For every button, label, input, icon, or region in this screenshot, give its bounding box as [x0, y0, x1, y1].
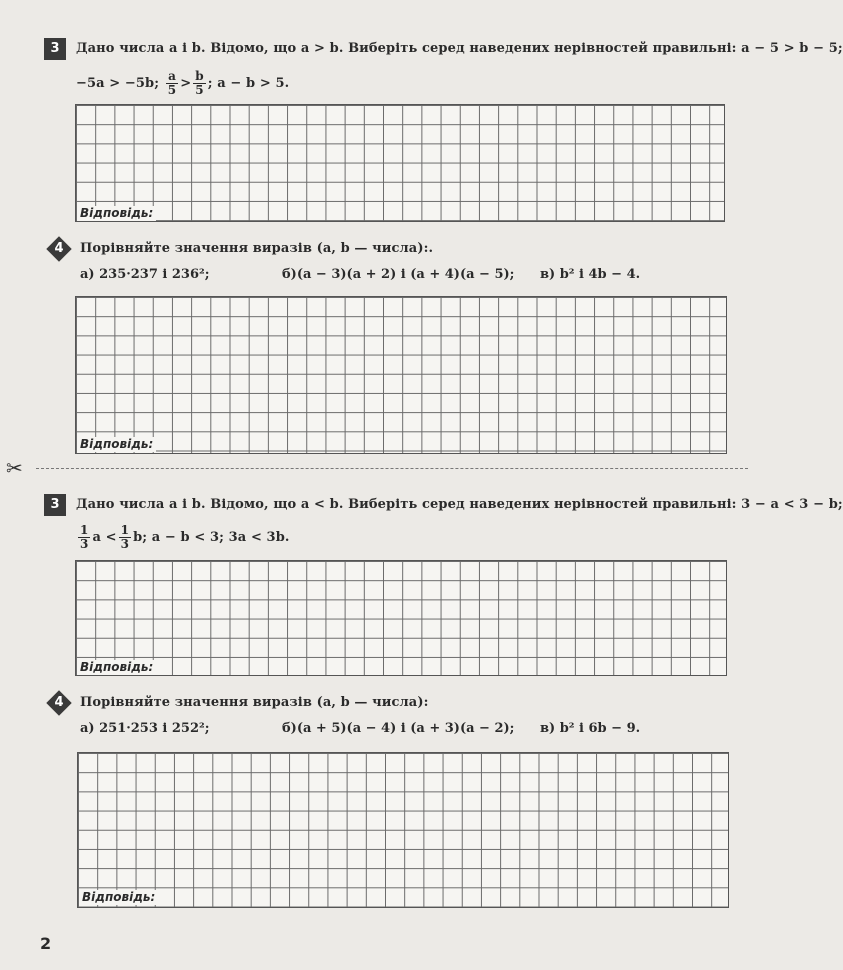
task-3-intro: Дано числа a і b. Відомо, що a < b. Виберіть серед наведених нерівностей правильні: 3 − a < 3 − b;	[76, 497, 843, 512]
cut-line	[36, 468, 748, 469]
answer-label: Відповідь:	[77, 437, 156, 452]
fraction-one-third	[78, 524, 90, 551]
answer-grid[interactable]	[75, 296, 727, 454]
task-3-options: $\frac{1}{3}$ a < $\frac{1}{3}$ b; a − b < 3; 3a < 3b.	[80, 523, 290, 551]
task-3-options: −5a > −5b; $\frac{a}{5}$ > $\frac{b}{5}$ ; a − b > 5.	[76, 69, 290, 97]
answer-grid[interactable]	[77, 752, 729, 908]
fraction-a-over-5	[166, 70, 178, 97]
task-4-part-b: б)(a − 3)(a + 2) і (a + 4)(a − 5);	[282, 267, 515, 282]
task-4-part-c: в) b² і 6b − 9.	[540, 721, 641, 736]
answer-grid[interactable]	[75, 560, 727, 676]
task-3-intro: Дано числа a і b. Відомо, що a > b. Виберіть серед наведених нерівностей правильні: a − 5 > b − 5;	[76, 41, 843, 56]
task-number-badge: 3	[44, 38, 66, 60]
task-4-part-a: а) 251·253 і 252²;	[80, 721, 210, 736]
fraction-denominator: 5	[195, 83, 204, 97]
fraction-one-third	[119, 524, 131, 551]
fraction-numerator: a	[166, 70, 178, 84]
fraction-b-over-5	[193, 70, 206, 97]
fraction-denominator: 3	[120, 537, 130, 551]
answer-grid[interactable]	[75, 104, 725, 222]
task-number-badge: 4	[48, 692, 70, 714]
task-number-badge: 4	[48, 238, 70, 260]
task-4-intro: Порівняйте значення виразів (a, b — числа):.	[80, 241, 434, 256]
task-4-intro: Порівняйте значення виразів (a, b — числа):	[80, 695, 429, 710]
task-4-part-b: б)(a + 5)(a − 4) і (a + 3)(a − 2);	[282, 721, 515, 736]
fraction-numerator: b	[195, 69, 204, 83]
option-rest: b; a − b < 3; 3a < 3b.	[133, 530, 290, 545]
task-number-badge: 3	[44, 494, 66, 516]
answer-label: Відповідь:	[77, 660, 156, 675]
page-number: 2	[40, 934, 52, 953]
scissors-icon: ✂	[6, 456, 23, 480]
task-4-part-a: а) 235·237 і 236²;	[80, 267, 210, 282]
answer-label: Відповідь:	[79, 890, 158, 905]
fraction-denominator: 5	[167, 83, 177, 97]
fraction-numerator: 1	[80, 523, 89, 537]
option-3: ; a − b > 5.	[207, 76, 290, 91]
fraction-numerator: 1	[120, 523, 130, 537]
option-1: −5a > −5b;	[76, 76, 160, 91]
answer-label: Відповідь:	[77, 206, 156, 221]
fraction-denominator: 3	[80, 537, 89, 551]
task-4-part-c: в) b² і 4b − 4.	[540, 267, 641, 282]
